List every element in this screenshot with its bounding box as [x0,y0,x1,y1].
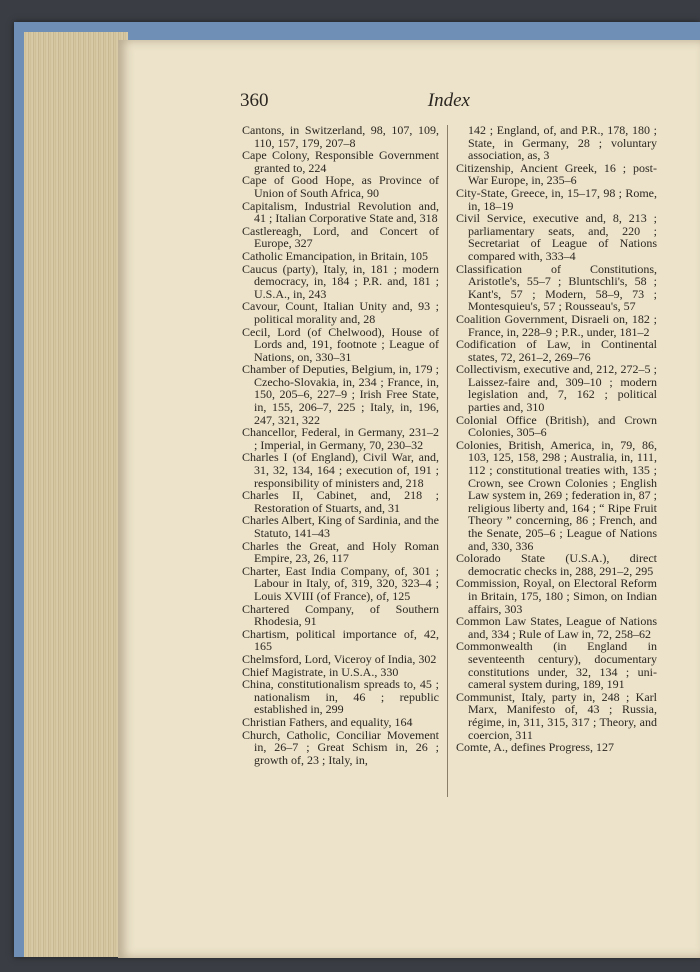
index-entry: Chief Magistrate, in U.S.A., 330 [242,664,399,679]
index-entry: Cecil, Lord (of Chelwood), House of Lords and, 191, footnote ; League of Nations, on, 330–31 [242,324,439,364]
index-entry: Chartism, political importance of, 42, 165 [242,626,439,654]
index-entry-continuation: 142 ; England, of, and P.R., 178, 180 ; State, in Germany, 28 ; voluntary association, as, 3 [468,123,657,163]
index-entry: Classification of Constitutions, Aristotle's, 55–7 ; Bluntschli's, 58 ; Kant's, 57 ; Modern, 58–9, 73 ; Montesquieu's, 57 ; Rousseau's, 57 [456,261,657,314]
column-divider [447,125,448,797]
page-header [240,90,470,114]
index-entry: China, constitutionalism spreads to, 45 ; nationalism in, 46 ; republic established in, 299 [242,677,439,717]
index-entry: Cape Colony, Responsible Government granted to, 224 [242,148,439,175]
index-entry: Chamber of Deputies, Belgium, in, 179 ; Czecho-Slovakia, in, 234 ; France, in, 150, 205–6, 227–9 ; Irish Free State, in, 155, 206–7, 225 ; Italy, in, 196, 247, 321, 322 [242,362,439,427]
page-title: Index [427,90,470,111]
index-entry: City-State, Greece, in, 15–17, 98 ; Rome, in, 18–19 [456,185,657,213]
index-entry: Comte, A., defines Progress, 127 [456,740,614,755]
index-entry: Church, Catholic, Conciliar Movement in, 26–7 ; Great Schism in, 26 ; growth of, 23 ; Italy, in, [242,727,439,767]
index-entry: Charles II, Cabinet, and, 218 ; Restoration of Stuarts, and, 31 [242,488,439,515]
index-entry: Caucus (party), Italy, in, 181 ; modern democracy, in, 184 ; P.R. and, 181 ; U.S.A., in, 243 [242,261,439,301]
index-entry: Catholic Emancipation, in Britain, 105 [242,248,428,263]
index-entry: Colonies, British, America, in, 79, 86, 103, 125, 158, 298 ; Australia, in, 111, 112 ; constitutional treaties with, 135 ; Crown, see Crown Colonies ; English Law system in, 269 ; federation in, 87 ; religious liberty and, 164 ; “ Ripe Fruit Theory ” concerning, 86 ; French, and the Senate, 205–6 ; League of Nations and, 330, 336 [456,437,657,553]
index-entry: Charter, East India Company, of, 301 ; Labour in Italy, of, 319, 320, 323–4 ; Louis XVIII (of France), of, 125 [242,563,439,603]
index-entry: Chancellor, Federal, in Germany, 231–2 ; Imperial, in Germany, 70, 230–32 [242,425,439,452]
index-entry: Colonial Office (British), and Crown Colonies, 305–6 [456,412,657,440]
index-entry: Collectivism, executive and, 212, 272–5 ; Laissez-faire and, 309–10 ; modern legislation and, 7, 162 ; political parties and, 310 [456,362,657,415]
index-entry: Colorado State (U.S.A.), direct democratic checks in, 288, 291–2, 295 [456,551,657,578]
page-edges [24,32,128,957]
index-entry: Citizenship, Ancient Greek, 16 ; post-War Europe, in, 235–6 [456,160,657,188]
index-entry: Communist, Italy, party in, 248 ; Karl Marx, Manifesto of, 43 ; Russia, régime, in, 311, 315, 317 ; Theory, and coercion, 311 [456,689,657,742]
index-entry: Codification of Law, in Continental states, 72, 261–2, 269–76 [456,337,657,364]
index-column-left [242,124,439,766]
index-entry: Castlereagh, Lord, and Concert of Europe, 327 [242,223,439,251]
index-column-right [456,124,657,754]
page-number: 360 [240,90,269,111]
index-entry: Commonwealth (in England in seventeenth century), documentary constitutions under, 32, 134 ; uni-cameral system during, 189, 191 [456,639,657,692]
index-entry: Coalition Government, Disraeli on, 182 ; France, in, 228–9 ; P.R., under, 181–2 [456,311,657,339]
index-entry: Christian Fathers, and equality, 164 [242,714,413,729]
index-entry: Common Law States, League of Nations and, 334 ; Rule of Law in, 72, 258–62 [456,614,657,641]
index-entry: Chartered Company, of Southern Rhodesia, 91 [242,601,439,629]
index-entry: Charles the Great, and Holy Roman Empire, 23, 26, 117 [242,538,439,566]
index-entry: Charles I (of England), Civil War, and, 31, 32, 134, 164 ; execution of, 191 ; responsibility of ministers and, 218 [242,450,439,490]
index-entry: Cape of Good Hope, as Province of Union of South Africa, 90 [242,173,439,200]
index-entry: Capitalism, Industrial Revolution and, 41 ; Italian Corporative State and, 318 [242,198,439,226]
index-entry: Commission, Royal, on Electoral Reform in Britain, 175, 180 ; Simon, on Indian affairs, 303 [456,576,657,616]
index-entry: Civil Service, executive and, 8, 213 ; parliamentary seats, and, 220 ; Secretariat of League of Nations compared with, 333–4 [456,211,657,263]
index-entry: Cavour, Count, Italian Unity and, 93 ; political morality and, 28 [242,299,439,326]
index-entry: Charles Albert, King of Sardinia, and the Statuto, 141–43 [242,513,439,540]
index-entry: Chelmsford, Lord, Viceroy of India, 302 [242,651,437,666]
index-entry: Cantons, in Switzerland, 98, 107, 109, 110, 157, 179, 207–8 [242,123,439,150]
